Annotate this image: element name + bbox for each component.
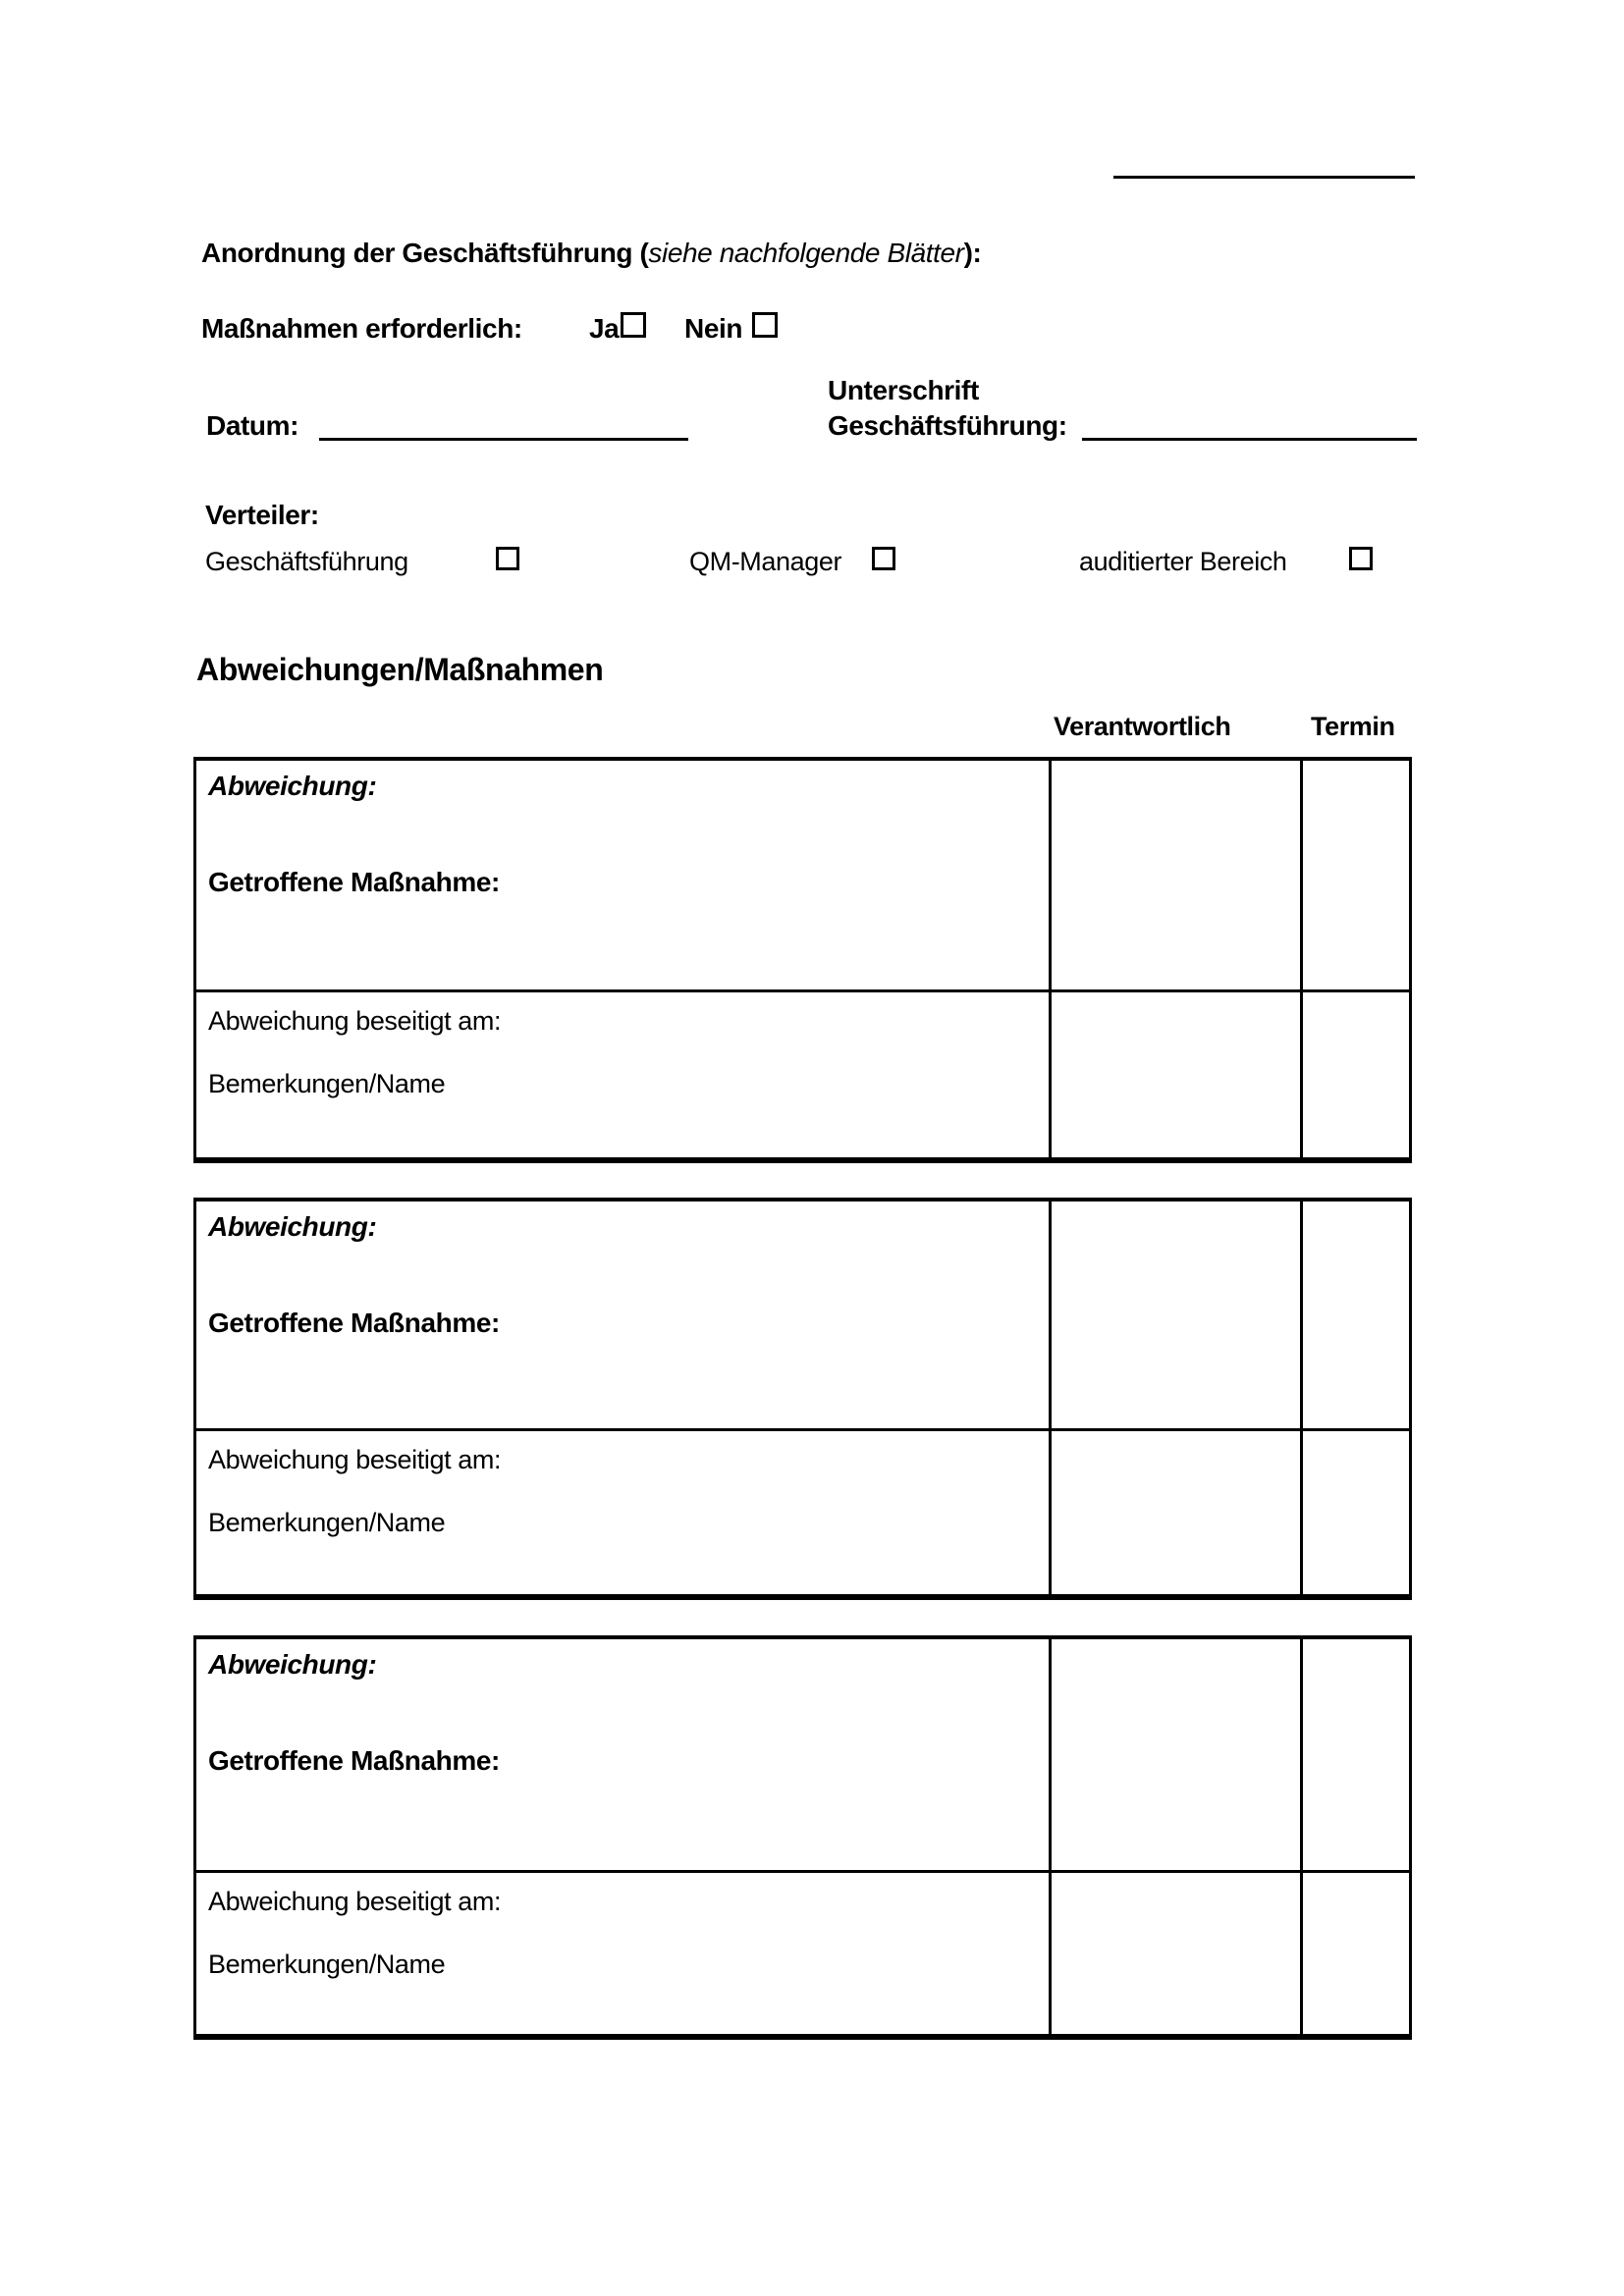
blank-line-top-right: [1113, 176, 1415, 179]
measures-required-label: Maßnahmen erforderlich:: [201, 313, 522, 344]
resolved-label: Abweichung beseitigt am:: [208, 1006, 502, 1036]
signature-caption-line1: Unterschrift: [828, 375, 979, 405]
deviations-section-title: Abweichungen/Maßnahmen: [196, 652, 604, 687]
responsible-cell-row2: [1049, 989, 1300, 1157]
order-heading: [201, 237, 981, 270]
no-checkbox[interactable]: [752, 312, 778, 338]
deadline-cell-row2: [1300, 1428, 1409, 1594]
distribution-checkbox-auditierter-bereich[interactable]: [1349, 547, 1373, 570]
deadline-cell-row2: [1300, 989, 1409, 1157]
deviation-block-1: [193, 757, 1412, 1163]
responsible-cell: [1049, 1639, 1300, 1870]
deviation-label: Abweichung:: [208, 1211, 377, 1242]
measure-label: Getroffene Maßnahme:: [208, 867, 500, 897]
signature-caption-line2: Geschäftsführung:: [828, 410, 1067, 441]
distribution-item-geschaeftsfuehrung: Geschäftsführung: [205, 547, 408, 576]
distribution-checkbox-geschaeftsfuehrung[interactable]: [496, 547, 519, 570]
column-header-deadline: Termin: [1311, 712, 1395, 741]
resolved-text-cell: [196, 1428, 1049, 1594]
deviation-block-3: [193, 1635, 1412, 2040]
deviation-label: Abweichung:: [208, 1649, 377, 1680]
deadline-cell: [1300, 1201, 1409, 1428]
measure-label: Getroffene Maßnahme:: [208, 1745, 500, 1776]
distribution-item-qm-manager: QM-Manager: [689, 547, 842, 576]
deviation-text-cell: [196, 1201, 1049, 1428]
deviation-block-2: [193, 1198, 1412, 1600]
deadline-cell-row2: [1300, 1870, 1409, 2034]
order-heading-prefix: Anordnung der Geschäftsführung (: [201, 238, 649, 268]
no-option-label: Nein: [684, 313, 743, 344]
deviation-label: Abweichung:: [208, 771, 377, 801]
date-fill-line: [319, 438, 688, 441]
distribution-title: Verteiler:: [205, 500, 319, 530]
distribution-checkbox-qm-manager[interactable]: [872, 547, 895, 570]
resolved-label: Abweichung beseitigt am:: [208, 1445, 502, 1474]
remarks-label: Bemerkungen/Name: [208, 1508, 446, 1537]
deadline-cell: [1300, 761, 1409, 989]
remarks-label: Bemerkungen/Name: [208, 1949, 446, 1979]
responsible-cell: [1049, 761, 1300, 989]
deadline-cell: [1300, 1639, 1409, 1870]
resolved-label: Abweichung beseitigt am:: [208, 1887, 502, 1916]
yes-checkbox[interactable]: [621, 312, 646, 338]
resolved-text-cell: [196, 989, 1049, 1157]
responsible-cell-row2: [1049, 1428, 1300, 1594]
deviation-text-cell: [196, 761, 1049, 989]
order-heading-italic: siehe nachfolgende Blätter: [648, 238, 964, 268]
signature-fill-line: [1082, 438, 1417, 441]
order-heading-suffix: ):: [963, 238, 982, 268]
responsible-cell: [1049, 1201, 1300, 1428]
distribution-item-auditierter-bereich: auditierter Bereich: [1079, 547, 1287, 576]
responsible-cell-row2: [1049, 1870, 1300, 2034]
column-header-responsible: Verantwortlich: [1054, 712, 1231, 741]
date-label: Datum:: [206, 410, 299, 441]
deviation-text-cell: [196, 1639, 1049, 1870]
remarks-label: Bemerkungen/Name: [208, 1069, 446, 1098]
measure-label: Getroffene Maßnahme:: [208, 1308, 500, 1338]
resolved-text-cell: [196, 1870, 1049, 2034]
yes-option-label: Ja: [589, 313, 620, 344]
